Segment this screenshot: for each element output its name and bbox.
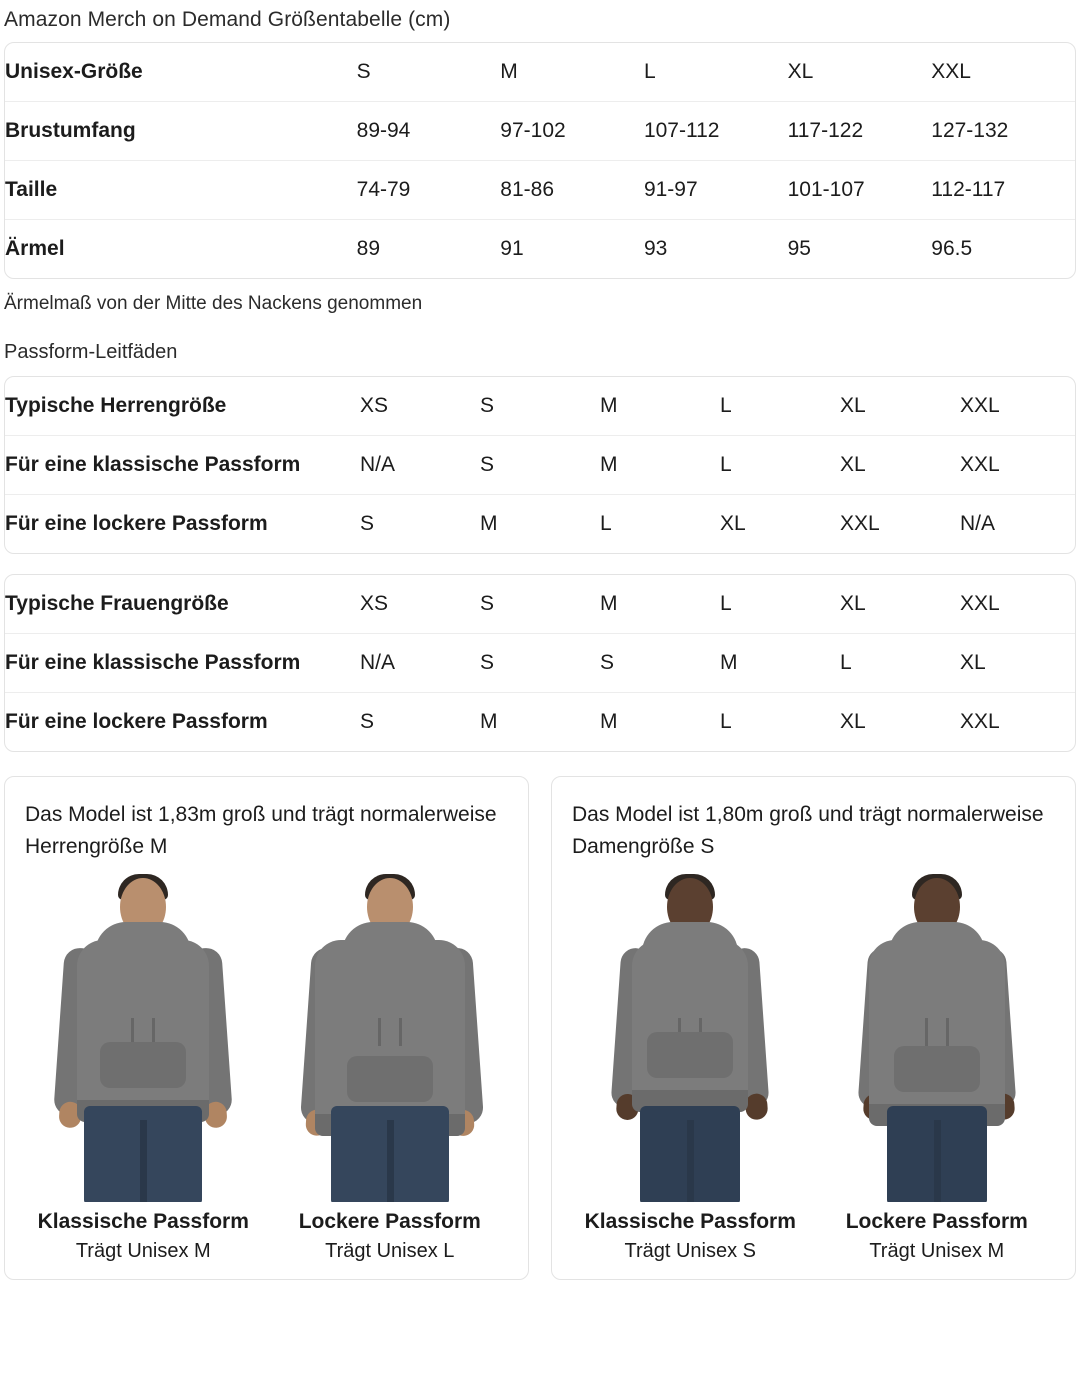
model-photo-female-loose [819,872,1056,1202]
sleeve-measurement-note: Ärmelmaß von der Mitte des Nackens genommen [4,293,423,314]
table-cell: 74-79 [357,161,501,220]
table-cell: 93 [643,237,668,260]
table-cell: XL [960,634,1076,693]
table-cell: N/A [960,512,996,535]
row-label: Für eine lockere Passform [5,512,268,535]
table-row [5,377,1076,436]
table-cell: 89 [356,237,380,260]
table-header-cell: XL [788,43,932,102]
table-cell: M [600,575,720,634]
table-header-cell: M [500,43,644,102]
model-cards-row [4,776,1076,1280]
table-cell: L [720,575,840,634]
table-cell: L [720,436,840,495]
table-cell: 91 [500,237,524,260]
table-cell: 127-132 [931,102,1075,161]
table-cell: XXL [960,710,1000,733]
table-header-cell: S [357,43,501,102]
table-cell: 91-97 [644,161,788,220]
table-cell: M [600,710,618,733]
table-cell: S [480,634,600,693]
womens-fit-guide-table [4,574,1076,752]
model-figures [25,872,508,1263]
row-label: Für eine klassische Passform [5,436,360,495]
table-cell: 117-122 [788,102,932,161]
table-cell: S [600,634,720,693]
table-row [5,436,1076,495]
row-label: Für eine klassische Passform [5,634,360,693]
table-cell: XL [840,710,866,733]
row-label: Taille [5,161,357,220]
table-cell: XXL [960,377,1076,436]
model-figure-classic [572,872,809,1263]
table-cell: XS [360,377,480,436]
table-cell: S [480,575,600,634]
table-cell: 81-86 [500,161,644,220]
table-row [5,634,1076,693]
table-cell: S [360,512,375,535]
wears-label: Trägt Unisex M [869,1240,1005,1262]
table-row [5,575,1076,634]
table-cell: L [720,710,732,733]
row-label: Typische Frauengröße [5,575,360,634]
table-cell: M [600,436,720,495]
table-cell: M [720,634,840,693]
table-cell: 97-102 [500,102,644,161]
table-row [5,693,1076,752]
model-card-men [4,776,529,1280]
model-figure-loose [272,872,509,1263]
table-cell: S [480,377,600,436]
table-cell: N/A [360,436,480,495]
row-label: Typische Herrengröße [5,377,360,436]
table-cell: XXL [840,512,880,535]
model-description: Das Model ist 1,83m groß und trägt normalerweise Herrengröße M [25,803,497,858]
table-cell: M [480,512,498,535]
fit-label: Klassische Passform [37,1210,249,1233]
row-label: Für eine lockere Passform [5,710,268,733]
page-title: Amazon Merch on Demand Größentabelle (cm) [4,8,451,31]
table-cell: XL [840,575,960,634]
table-cell: XXL [960,436,1076,495]
fit-label: Lockere Passform [298,1210,481,1233]
model-photo-male-loose [272,872,509,1202]
model-card-women [551,776,1076,1280]
table-cell: 96.5 [931,237,973,260]
table-row [5,495,1076,554]
table-row [5,102,1075,161]
table-cell: N/A [360,634,480,693]
model-photo-male-classic [25,872,262,1202]
table-cell: L [720,377,840,436]
table-header-cell: XXL [931,43,1075,102]
table-cell: M [480,710,498,733]
wears-label: Trägt Unisex S [624,1240,757,1262]
wears-label: Trägt Unisex L [325,1240,455,1262]
mens-fit-guide-table [4,376,1076,554]
table-cell: XL [720,512,746,535]
unisex-size-table [4,42,1076,279]
table-cell: XL [840,436,960,495]
model-figure-classic [25,872,262,1263]
model-photo-female-classic [572,872,809,1202]
table-cell: XXL [960,575,1076,634]
fit-label: Klassische Passform [584,1210,796,1233]
table-cell: XS [360,575,480,634]
table-cell: L [840,634,960,693]
table-row [5,220,1075,279]
table-cell: 95 [787,237,811,260]
table-cell: L [600,512,612,535]
row-label: Brustumfang [5,102,357,161]
model-figure-loose [819,872,1056,1263]
table-cell: XL [840,377,960,436]
row-label: Ärmel [5,237,65,260]
table-row [5,43,1075,102]
model-description: Das Model ist 1,80m groß und trägt normalerweise Damengröße S [572,803,1044,858]
fit-guides-label: Passform-Leitfäden [4,341,178,363]
table-cell: S [480,436,600,495]
table-cell: S [360,710,375,733]
table-cell: M [600,377,720,436]
table-cell: 101-107 [788,161,932,220]
table-header-cell: L [644,43,788,102]
table-header-cell: Unisex-Größe [5,43,357,102]
table-cell: 89-94 [357,102,501,161]
wears-label: Trägt Unisex M [75,1240,211,1262]
table-cell: 107-112 [644,102,788,161]
fit-label: Lockere Passform [845,1210,1028,1233]
table-row [5,161,1075,220]
model-figures [572,872,1055,1263]
table-cell: 112-117 [931,161,1075,220]
